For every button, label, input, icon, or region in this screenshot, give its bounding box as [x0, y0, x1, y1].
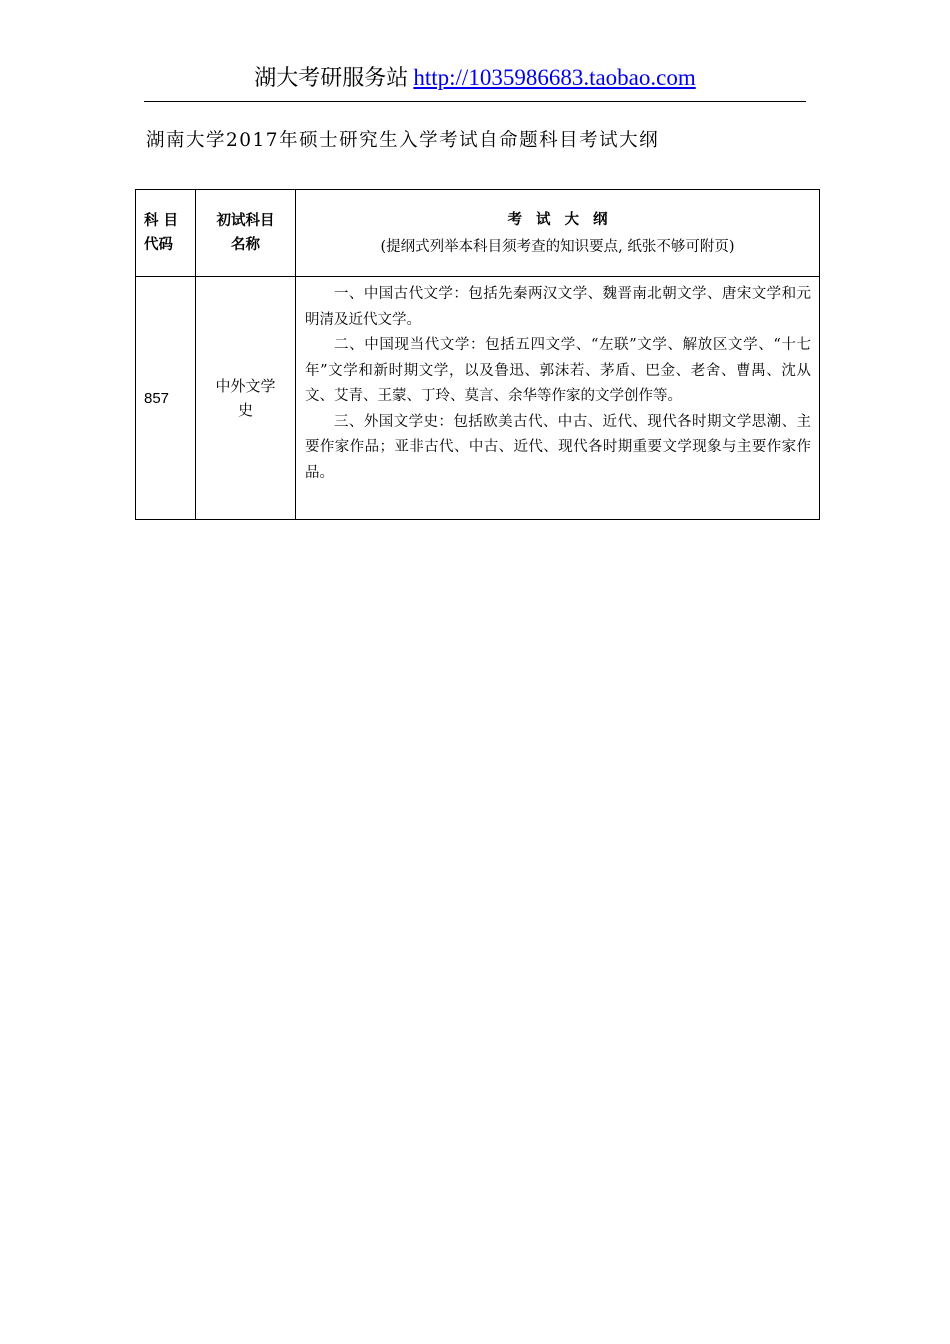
table-header-row	[136, 190, 820, 277]
table-row	[136, 277, 820, 520]
header-name-line2: 名称	[231, 237, 260, 253]
header-code-line2: 代码	[144, 237, 173, 253]
syllabus-table	[135, 189, 820, 520]
header-code-line1: 科 目	[144, 213, 179, 229]
outline-paragraph-3: 三、外国文学史：包括欧美古代、中古、近代、现代各时期文学思潮、主要作家作品；亚非古代、中古、近代、现代各时期重要文学现象与主要作家作品。	[305, 413, 811, 481]
subject-name-text: 中外文学史	[215, 377, 276, 419]
header-outline-title: 考试大纲	[507, 212, 622, 228]
subject-code-cell: 857	[136, 277, 196, 520]
site-name: 湖大考研服务站	[254, 66, 409, 91]
outline-content-cell	[296, 277, 820, 520]
header-outline-note: (提纲式列举本科目须考查的知识要点, 纸张不够可附页)	[380, 239, 735, 255]
header-subject-code	[136, 190, 196, 277]
outline-paragraph-1: 一、中国古代文学：包括先秦两汉文学、魏晋南北朝文学、唐宋文学和元明清及近代文学。	[305, 286, 811, 328]
header-subject-name	[196, 190, 296, 277]
header-name-line1: 初试科目	[216, 213, 275, 229]
shop-link[interactable]: http://1035986683.taobao.com	[413, 65, 696, 90]
subject-name-cell	[196, 277, 296, 520]
outline-paragraph-2: 二、中国现当代文学：包括五四文学、“左联”文学、解放区文学、“十七年”文学和新时期文学，以及鲁迅、郭沫若、茅盾、巴金、老舍、曹禺、沈从文、艾青、王蒙、丁玲、莫言、余华等作家的文学创作等。	[305, 337, 811, 404]
page-header	[144, 64, 806, 102]
header-outline	[296, 190, 820, 277]
document-title: 湖南大学2017年硕士研究生入学考试自命题科目考试大纲	[146, 130, 660, 151]
